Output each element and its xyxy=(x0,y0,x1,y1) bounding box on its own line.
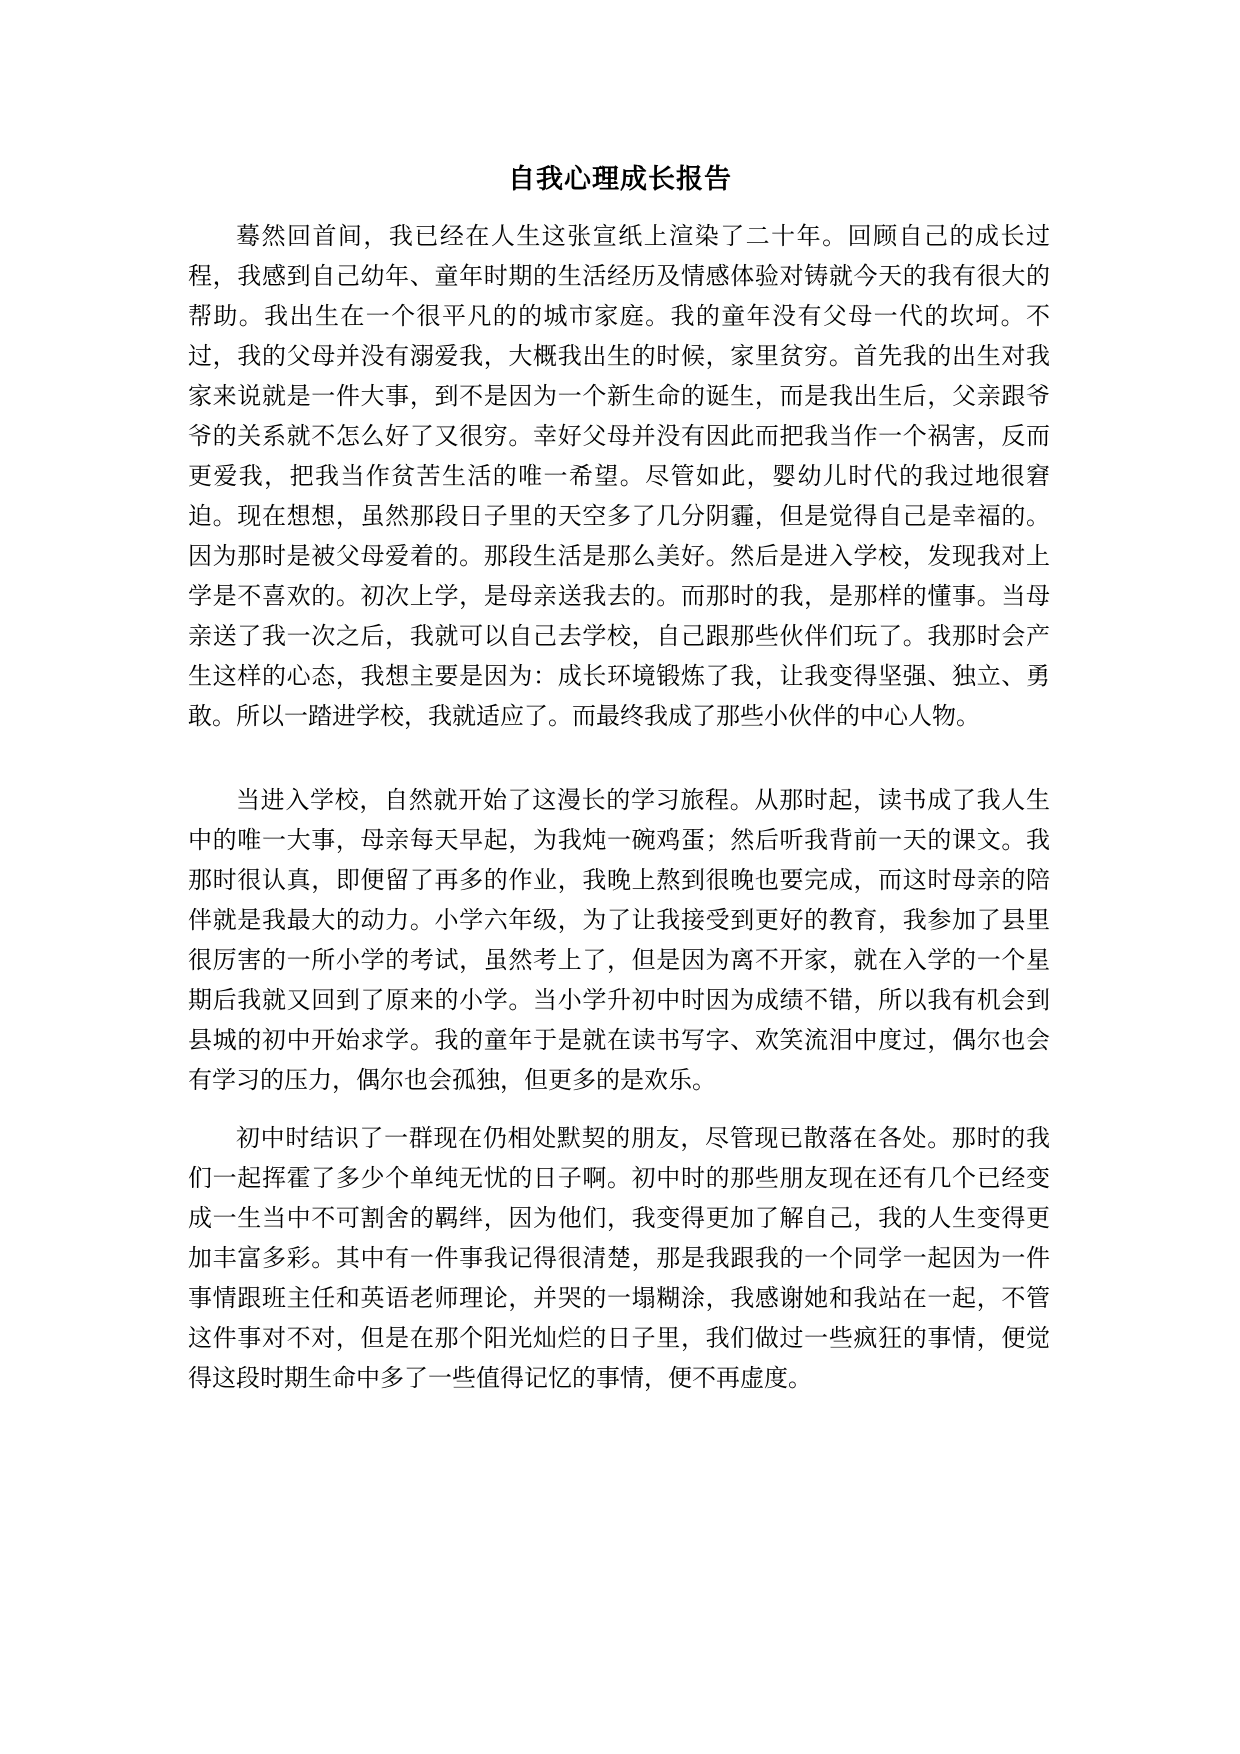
body-paragraph: 蓦然回首间，我已经在人生这张宣纸上渲染了二十年。回顾自己的成长过程，我感到自己幼年、童年时期的生活经历及情感体验对铸就今天的我有很大的帮助。我出生在一个很平凡的的城市家庭。我的童年没有父母一代的坎坷。不过，我的父母并没有溺爱我，大概我出生的时候，家里贫穷。首先我的出生对我家来说就是一件大事，到不是因为一个新生命的诞生，而是我出生后，父亲跟爷爷的关系就不怎么好了又很穷。幸好父母并没有因此而把我当作一个祸害，反而更爱我，把我当作贫苦生活的唯一希望。尽管如此，婴幼儿时代的我过地很窘迫。现在想想，虽然那段日子里的天空多了几分阴霾，但是觉得自己是幸福的。因为那时是被父母爱着的。那段生活是那么美好。然后是进入学校，发现我对上学是不喜欢的。初次上学，是母亲送我去的。而那时的我，是那样的懂事。当母亲送了我一次之后，我就可以自己去学校，自己跟那些伙伴们玩了。我那时会产生这样的心态，我想主要是因为：成长环境锻炼了我，让我变得坚强、独立、勇敢。所以一踏进学校，我就适应了。而最终我成了那些小伙伴的中心人物。 xyxy=(188,222,1050,730)
body-paragraph: 初中时结识了一群现在仍相处默契的朋友，尽管现已散落在各处。那时的我们一起挥霍了多少个单纯无忧的日子啊。初中时的那些朋友现在还有几个已经变成一生当中不可割舍的羁绊，因为他们，我变得更加了解自己，我的人生变得更加丰富多彩。其中有一件事我记得很清楚，那是我跟我的一个同学一起因为一件事情跟班主任和英语老师理论，并哭的一塌糊涂，我感谢她和我站在一起，不管这件事对不对，但是在那个阳光灿烂的日子里，我们做过一些疯狂的事情，便觉得这段时期生命中多了一些值得记忆的事情，便不再虚度。 xyxy=(188,1124,1050,1392)
document-title: 自我心理成长报告 xyxy=(508,164,732,195)
body-paragraph: 当进入学校，自然就开始了这漫长的学习旅程。从那时起，读书成了我人生中的唯一大事，母亲每天早起，为我炖一碗鸡蛋；然后听我背前一天的课文。我那时很认真，即便留了再多的作业，我晚上熬到很晚也要完成，而这时母亲的陪伴就是我最大的动力。小学六年级，为了让我接受到更好的教育，我参加了县里很厉害的一所小学的考试，虽然考上了，但是因为离不开家，就在入学的一个星期后我就又回到了原来的小学。当小学升初中时因为成绩不错，所以我有机会到县城的初中开始求学。我的童年于是就在读书写字、欢笑流泪中度过，偶尔也会有学习的压力，偶尔也会孤独，但更多的是欢乐。 xyxy=(188,786,1050,1094)
